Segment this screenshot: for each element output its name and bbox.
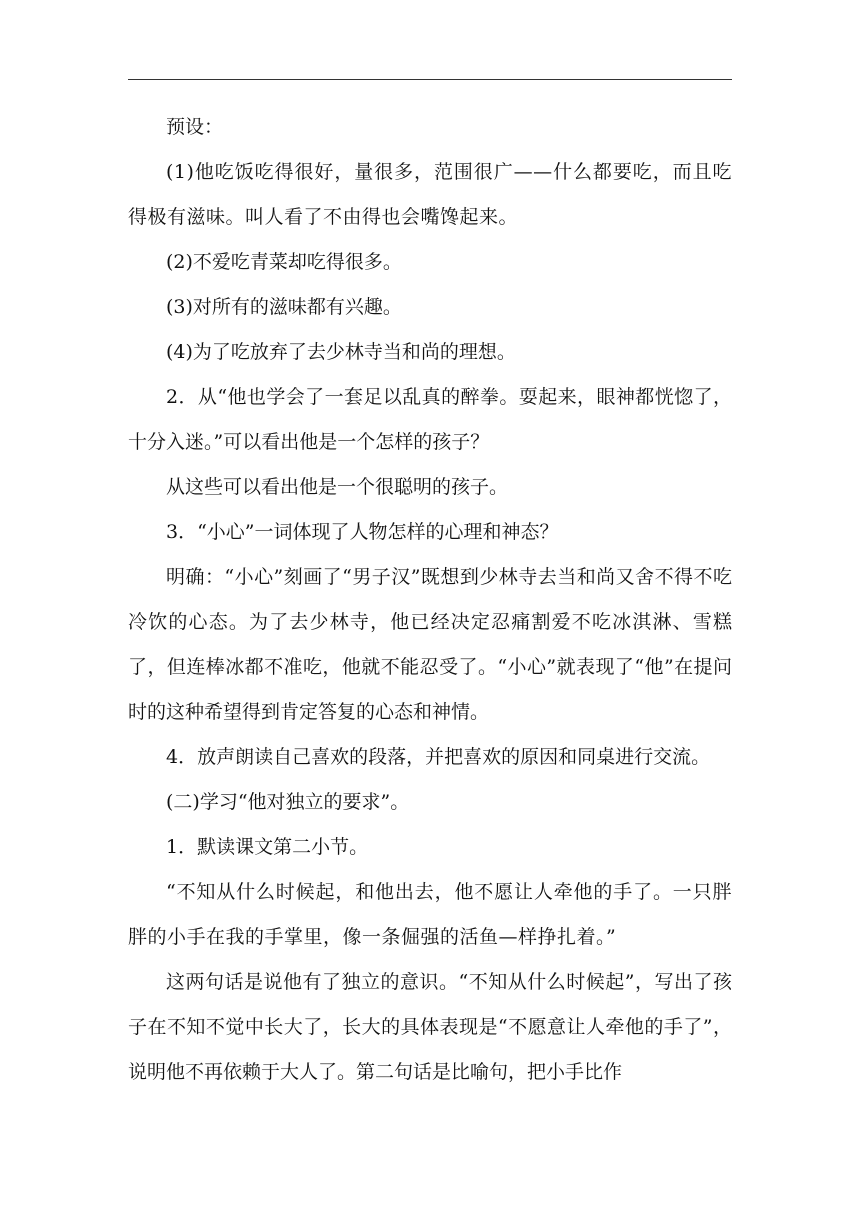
paragraph-analysis: 这两句话是说他有了独立的意识。“不知从什么时候起”，写出了孩子在不知不觉中长大了，长大的具体表现是“不愿意让人牵他的手了”，说明他不再依赖于大人了。第二句话是比喻句，把小手比作	[128, 971, 732, 1083]
paragraph-question-3: 3．“小心”一词体现了人物怎样的心理和神态？	[166, 521, 559, 543]
paragraph-section-heading: (二)学习“他对独立的要求”。	[166, 791, 410, 813]
paragraph-point-3: (3)对所有的滋味都有兴趣。	[166, 296, 402, 318]
paragraph-point-4: (4)为了吃放弃了去少林寺当和尚的理想。	[166, 341, 516, 363]
document-body	[128, 105, 732, 1095]
paragraph-answer-2: 从这些可以看出他是一个很聪明的孩子。	[166, 476, 509, 498]
paragraph-preset-label: 预设：	[166, 116, 224, 138]
paragraph-question-4: 4．放声朗读自己喜欢的段落，并把喜欢的原因和同桌进行交流。	[166, 746, 711, 768]
header-rule	[128, 79, 732, 80]
paragraph-answer-3: 明确：“小心”刻画了“男子汉”既想到少林寺去当和尚又舍不得不吃冷饮的心态。为了去少林寺，他已经决定忍痛割爱不吃冰淇淋、雪糕了，但连棒冰都不准吃，他就不能忍受了。“小心”就表现了“他”在提问时的这种希望得到肯定答复的心态和神情。	[128, 566, 732, 723]
paragraph-question-2: 2．从“他也学会了一套足以乱真的醉拳。耍起来，眼神都恍惚了，十分入迷。”可以看出他是一个怎样的孩子？	[128, 386, 732, 453]
paragraph-quote: “不知从什么时候起，和他出去，他不愿让人牵他的手了。一只胖胖的小手在我的手掌里，像一条倔强的活鱼—样挣扎着。”	[128, 881, 732, 948]
paragraph-point-2: (2)不爱吃青菜却吃得很多。	[166, 251, 402, 273]
paragraph-task-1: 1．默读课文第二小节。	[166, 836, 369, 858]
paragraph-point-1: (1)他吃饭吃得很好，量很多，范围很广——什么都要吃，而且吃得极有滋味。叫人看了不由得也会嘴馋起来。	[128, 161, 732, 228]
